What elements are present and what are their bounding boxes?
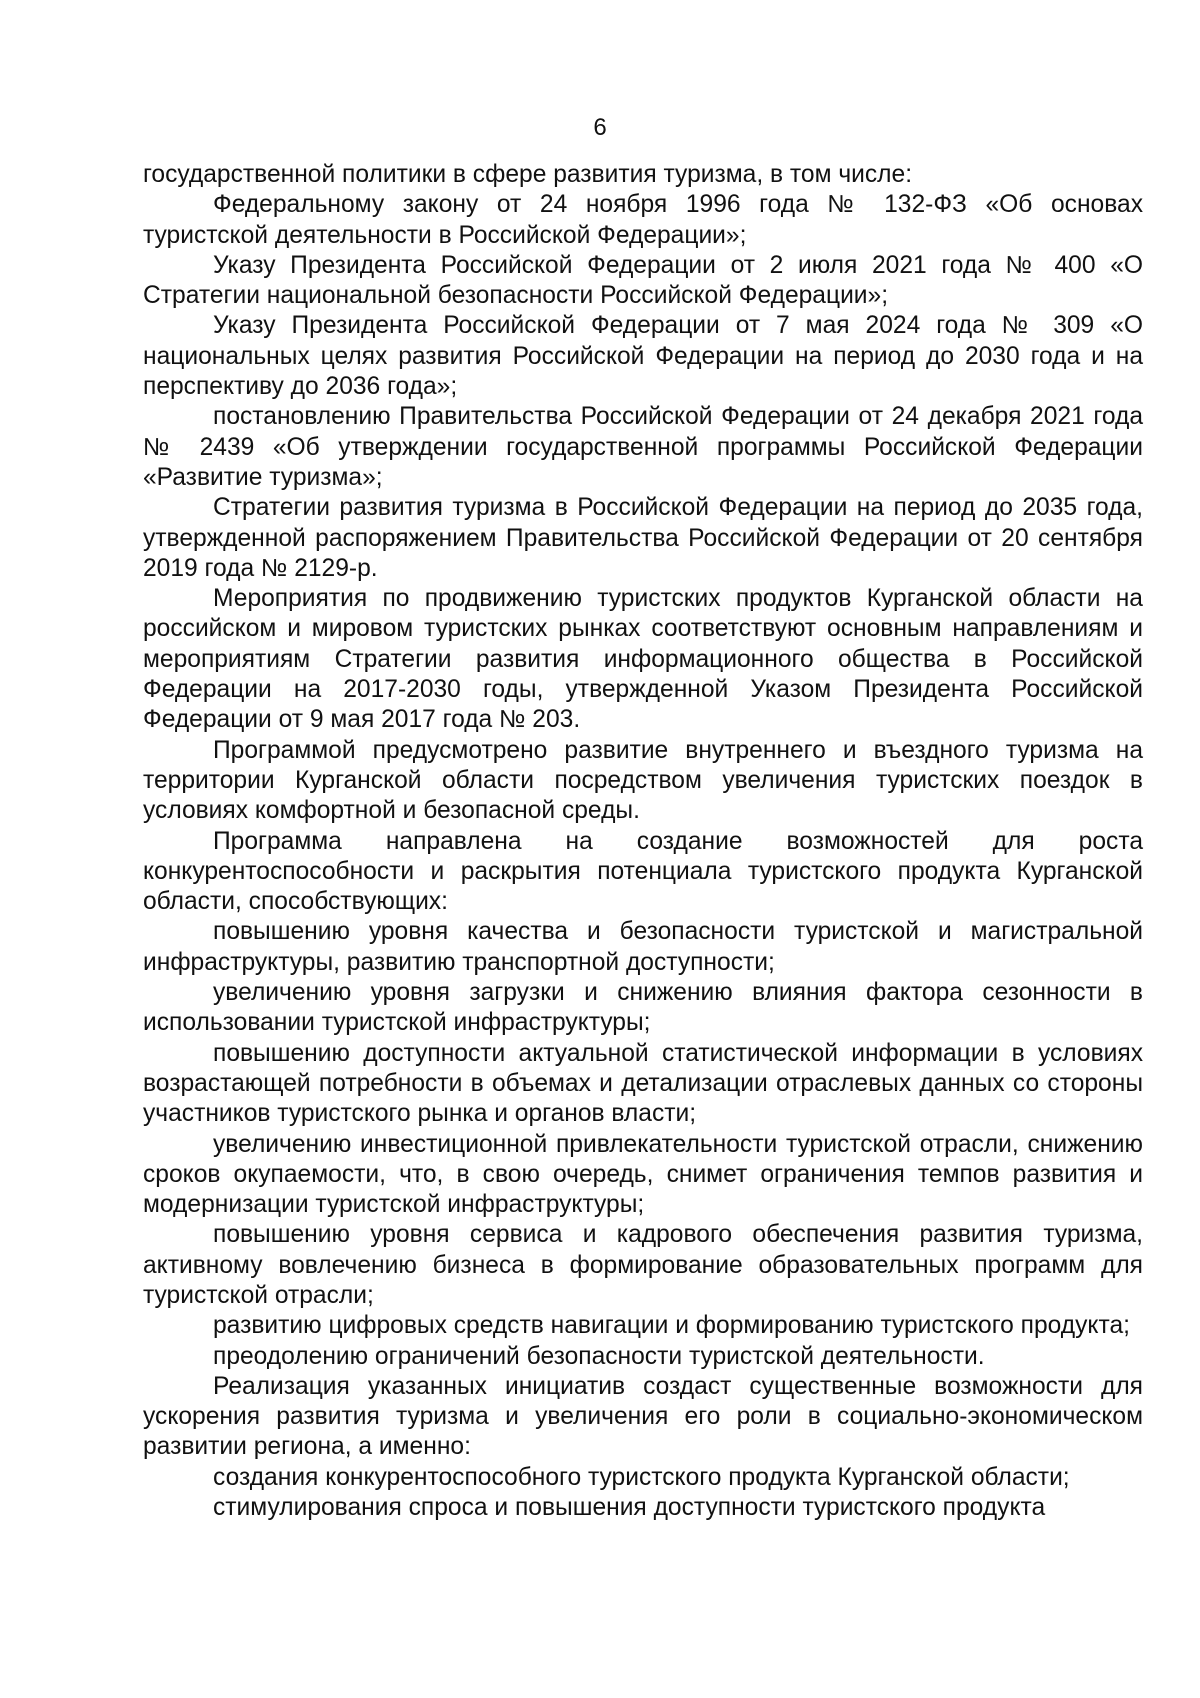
paragraph-13: увеличению инвестиционной привлекательности туристской отрасли, снижению сроков окупаемости, что, в свою очередь, снимет ограничения темпов развития и модернизации туристской инфраструктуры; — [143, 1130, 1143, 1219]
paragraph-3: Указу Президента Российской Федерации от 2 июля 2021 года № 400 «О Стратегии национальной безопасности Российской Федерации»; — [143, 251, 1143, 310]
paragraph-4: Указу Президента Российской Федерации от 7 мая 2024 года № 309 «О национальных целях развития Российской Федерации на период до 2030 года и на перспективу до 2036 года»; — [143, 312, 1143, 401]
paragraph-7: Мероприятия по продвижению туристских продуктов Курганской области на российском и мировом туристских рынках соответствуют основным направлениям и мероприятиям Стратегии развития информационного общества в Российской Федерации на 2017-2030 годы, утвержденной Указом Президента Российской Федерации от 9 мая 2017 года № 203. — [143, 585, 1143, 734]
paragraph-12: повышению доступности актуальной статистической информации в условиях возрастающей потребности в объемах и детализации отраслевых данных со стороны участников туристского рынка и органов власти; — [143, 1039, 1143, 1128]
paragraph-15: развитию цифровых средств навигации и формированию туристского продукта; — [213, 1312, 1130, 1340]
paragraph-2: Федеральному закону от 24 ноября 1996 года № 132-ФЗ «Об основах туристской деятельности в Российской Федерации»; — [143, 191, 1143, 249]
paragraph-6: Стратегии развития туризма в Российской Федерации на период до 2035 года, утвержденной распоряжением Правительства Российской Федерации от 20 сентября 2019 года № 2129-р. — [143, 494, 1143, 582]
paragraph-8: Программой предусмотрено развитие внутреннего и въездного туризма на территории Курганской области посредством увеличения туристских поездок в условиях комфортной и безопасной среды. — [143, 736, 1143, 825]
page-number: 6 — [593, 114, 607, 141]
paragraph-18: создания конкурентоспособного туристского продукта Курганской области; — [213, 1463, 1070, 1491]
document-body — [143, 160, 1143, 1523]
paragraph-5: постановлению Правительства Российской Федерации от 24 декабря 2021 года № 2439 «Об утверждении государственной программы Российской Федерации «Развитие туризма»; — [143, 403, 1143, 491]
paragraph-16: преодолению ограничений безопасности туристской деятельности. — [213, 1342, 985, 1370]
paragraph-1: государственной политики в сфере развития туризма, в том числе: — [143, 161, 913, 188]
paragraph-9: Программа направлена на создание возможностей для роста конкурентоспособности и раскрытия потенциала туристского продукта Курганской области, способствующих: — [143, 827, 1143, 916]
paragraph-11: увеличению уровня загрузки и снижению влияния фактора сезонности в использовании туристской инфраструктуры; — [143, 979, 1143, 1037]
paragraph-14: повышению уровня сервиса и кадрового обеспечения развития туризма, активному вовлечению бизнеса в формирование образовательных программ для туристской отрасли; — [143, 1221, 1143, 1309]
paragraph-19: стимулирования спроса и повышения доступности туристского продукта — [213, 1494, 1046, 1522]
paragraph-17: Реализация указанных инициатив создаст существенные возможности для ускорения развития туризма и увеличения его роли в социально-экономическом развитии региона, а именно: — [143, 1372, 1143, 1461]
paragraph-10: повышению уровня качества и безопасности туристской и магистральной инфраструктуры, развитию транспортной доступности; — [143, 918, 1143, 976]
